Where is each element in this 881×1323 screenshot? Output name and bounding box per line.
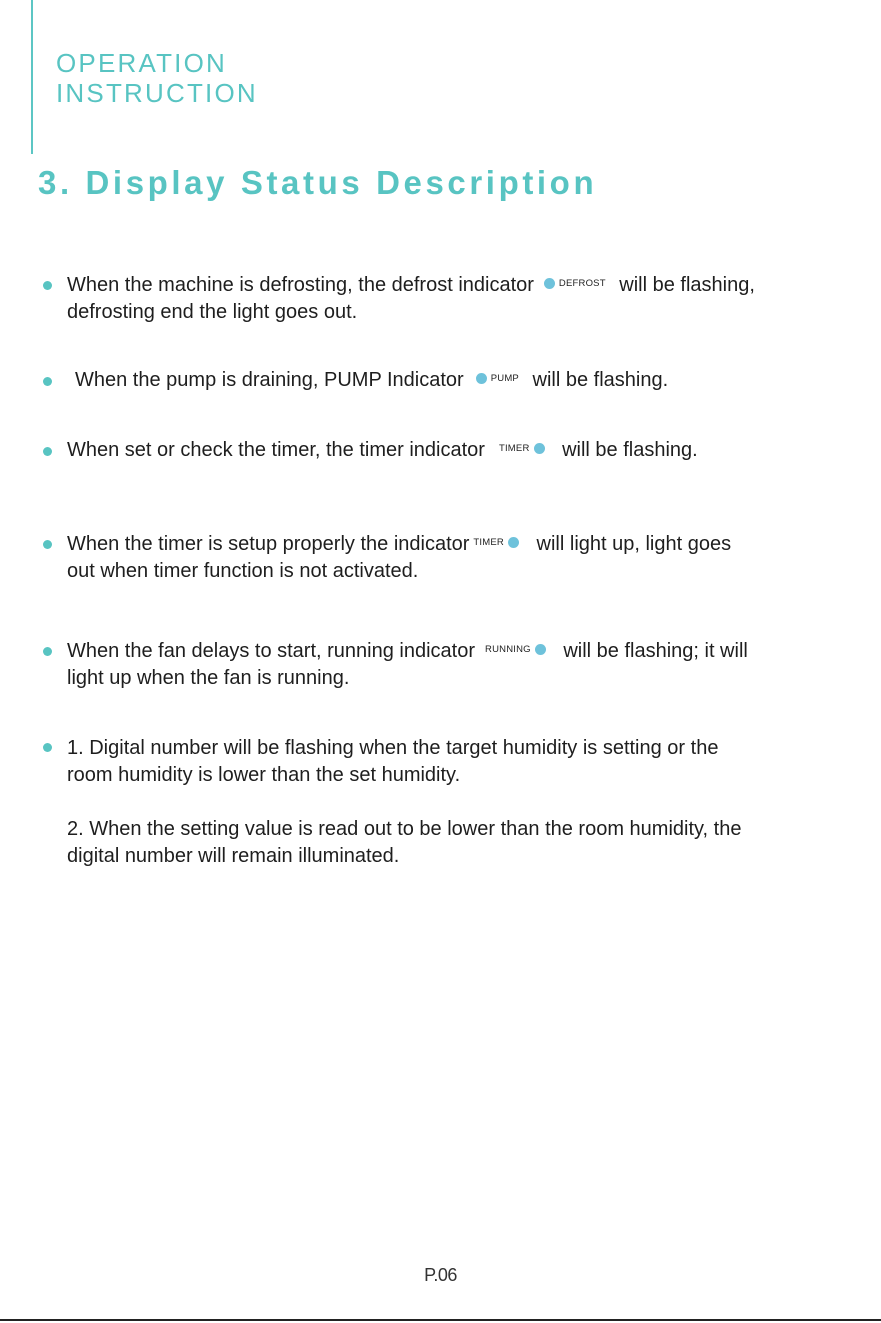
item-text <box>67 437 698 464</box>
indicator-light-icon <box>508 537 519 548</box>
indicator-light-icon <box>476 373 487 384</box>
item-text <box>67 735 741 870</box>
item-text-after: will be flashing. <box>532 369 669 391</box>
header <box>56 48 258 108</box>
bullet-dot <box>43 647 52 656</box>
header-side-rule <box>31 0 33 154</box>
header-line-2: INSTRUCTION <box>56 78 258 108</box>
bullet-dot <box>43 377 52 386</box>
item-paragraph-1-line-1: 1. Digital number will be flashing when the target humidity is setting or the <box>67 737 719 759</box>
item-text <box>67 531 731 585</box>
section-title: 3. Display Status Description <box>38 164 598 201</box>
page-number: P.06 <box>424 1265 457 1285</box>
item-text-before: When the machine is defrosting, the defrost indicator <box>67 274 534 296</box>
pump-indicator <box>476 365 523 392</box>
bottom-rule <box>0 1319 881 1321</box>
indicator-light-icon <box>535 644 546 655</box>
running-indicator <box>481 636 546 663</box>
item-text-after: will light up, light goes <box>536 533 732 555</box>
header-line-1: OPERATION <box>56 48 228 78</box>
indicator-label: TIMER <box>473 537 504 549</box>
indicator-label: PUMP <box>490 373 519 385</box>
item-text-before: When the pump is draining, PUMP Indicator <box>75 369 464 391</box>
indicator-label: RUNNING <box>485 644 531 656</box>
bullet-dot <box>43 447 52 456</box>
item-text-line-2: out when timer function is not activated. <box>67 560 419 583</box>
indicator-light-icon <box>544 278 555 289</box>
item-text <box>67 638 748 692</box>
bullet-dot <box>43 281 52 290</box>
bullet-dot <box>43 540 52 549</box>
timer-indicator <box>495 435 545 462</box>
item-text-line-2: defrosting end the light goes out. <box>67 301 358 324</box>
item-paragraph-1-line-2: room humidity is lower than the set humidity. <box>67 764 461 786</box>
bullet-dot <box>43 743 52 752</box>
indicator-label: DEFROST <box>558 278 606 290</box>
indicator-label: TIMER <box>498 443 530 455</box>
item-text-line-2: light up when the fan is running. <box>67 667 350 690</box>
item-paragraph-2-line-2: digital number will remain illuminated. <box>67 845 400 867</box>
defrost-indicator <box>544 270 610 297</box>
item-text-after: will be flashing. <box>562 439 698 461</box>
item-text-before: When the fan delays to start, running indicator <box>67 640 476 662</box>
item-text-before: When set or check the timer, the timer indicator <box>67 439 485 461</box>
item-text <box>75 367 668 394</box>
item-text-after: will be flashing; it will <box>563 640 748 662</box>
indicator-light-icon <box>534 443 545 454</box>
timer-indicator <box>469 529 519 556</box>
item-text-after: will be flashing, <box>619 274 755 296</box>
item-paragraph-2-line-1: 2. When the setting value is read out to be lower than the room humidity, the <box>67 818 742 840</box>
item-text <box>67 272 755 326</box>
item-text-before: When the timer is setup properly the indicator <box>67 533 470 555</box>
